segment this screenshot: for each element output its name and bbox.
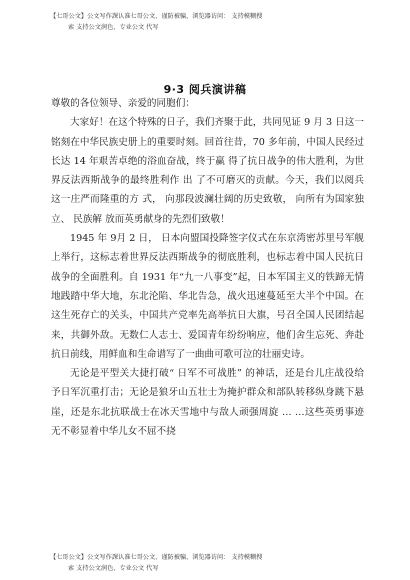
footer-ad-line-1: 【七哥公文】公文写作課认准七哥公文、谨防被骗，浏览器访问： 支持模糊搜 [50,554,263,561]
header-ad-note [50,11,370,33]
header-ad-line-1: 【七哥公文】公文写作課认准七哥公文、谨防被骗，浏览器访问： 支持模糊搜 [50,13,263,20]
salutation: 尊敬的各位领导、亲爱的同胞们： [51,98,195,109]
paragraph-1: 大家好！在这个特殊的日子，我们齐聚于此，共同见证 9 月 3 日这一铭刻在中华民族史册上的重要时刻。回首往昔，70 多年前，中国人民经过长达 14 年艰苦卓绝的浴血奋战，终于赢 得了抗日战争的伟大胜利，为世界反法西斯战争的最终胜利作 出 了不可磨灭的贡献。今天，我们以阅兵这一庄严而隆重的方 式， 向那段波澜壮阔的历史致敬， 向所有为国家独立、 民族解 放而英勇献身的先烈们致敬！ [51,117,364,225]
footer-ad-note [50,552,370,574]
document-body [51,94,364,441]
paragraph-2: 1945 年 9月 2 日， 日本向盟国投降签字仪式在东京湾密苏里号军舰上举行，这标志着世界反法西斯战争的彻底胜利，也标志着中国人民抗日战争的全面胜利。自 1931 年“九一八事变”起，日本军国主义的铁蹄无情地践踏中华大地，东北沦陷、华北告急，战火迅速蔓延至大半个中国。在这生死存亡的关头，中国共产党率先高举抗日大旗，号召全国人民团结起来，共御外敌。无数仁人志士、爱国青年纷纷响应，他们舍生忘死、奔赴抗日前线，用鲜血和生命谱写了一曲曲可歌可泣的壮丽史诗。 [51,233,364,360]
header-ad-line-2: 索 支持公文润色、专业公文 代写 [68,24,159,31]
document-title: 9·3 阅兵演讲稿 [163,83,247,96]
paragraph-3: 无论是平型关大捷打破“ 日军不可战胜” 的神话，还是台儿庄战役给予日军沉重打击；无论是狼牙山五壮士为掩护群众和部队转移纵身跳下悬崖，还是东北抗联战士在冰天雪地中与敌人顽强周旋 … …这些英勇事迹无不彰显着中华儿女不屈不挠 [51,368,364,438]
footer-ad-line-2: 索 支持公文润色、专业公文 代写 [68,565,159,572]
